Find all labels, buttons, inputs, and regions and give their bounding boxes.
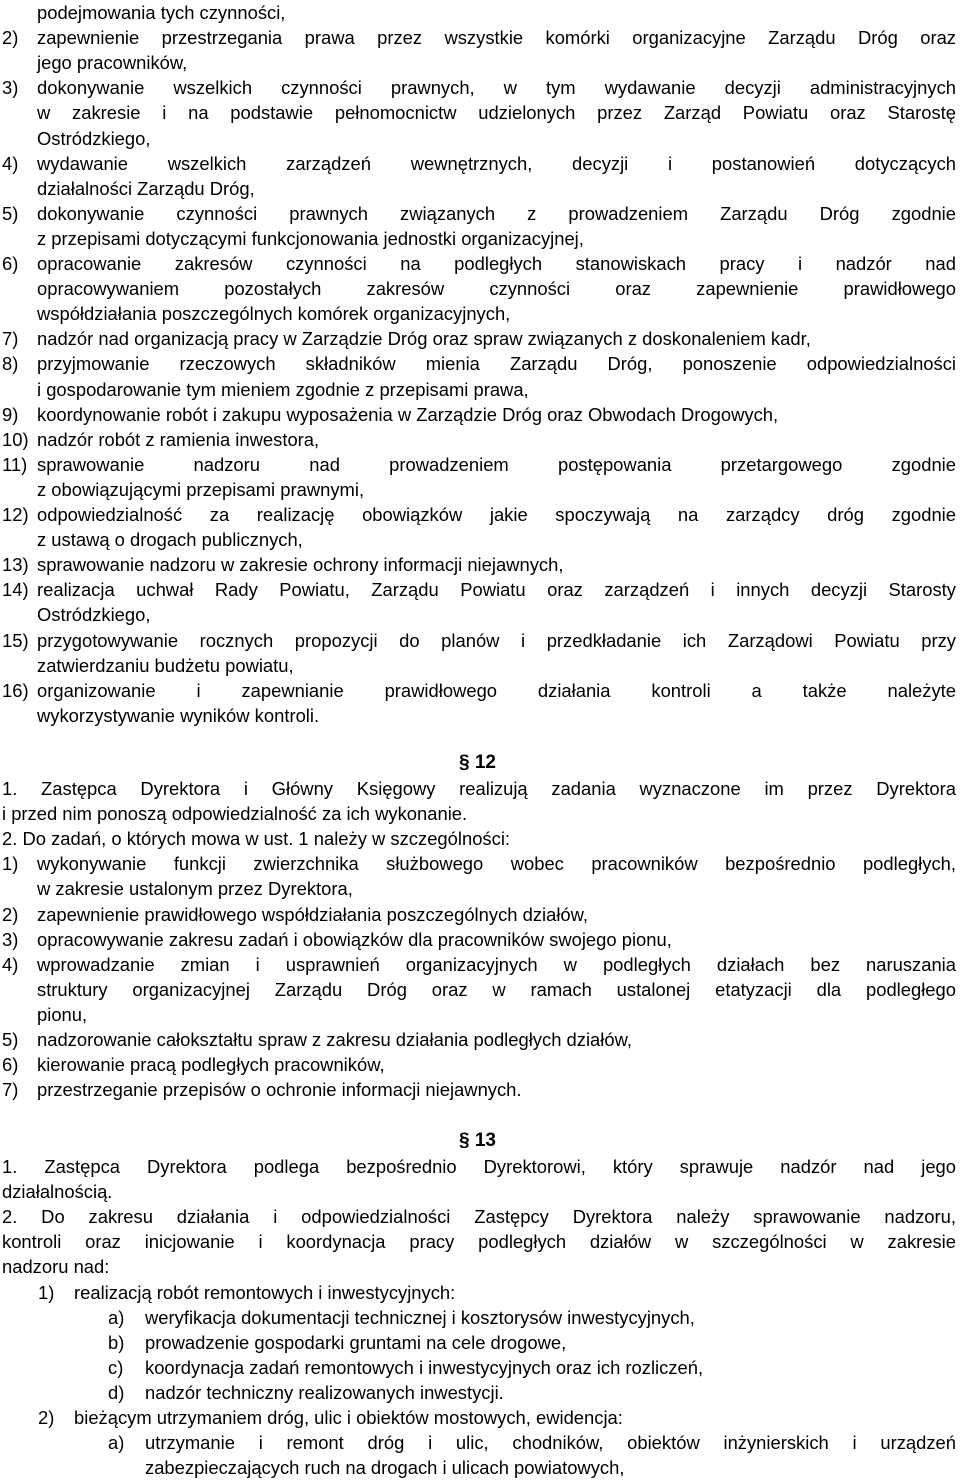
list-item-text: w zakresie ustalonym przez Dyrektora, [37, 878, 353, 900]
sublist-item-text: nadzór techniczny realizowanych inwestycji. [145, 1381, 504, 1403]
list-item-number: 11) [2, 453, 28, 475]
list-item-text: nadzór robót z ramienia inwestora, [37, 428, 320, 450]
paragraph-line: 1. Zastępca Dyrektora i Główny Księgowy realizują zadania wyznaczone im przez Dyrektora [2, 778, 956, 799]
sublist-item-letter: a) [108, 1306, 125, 1328]
list-item-text: sprawowanie nadzoru nad prowadzeniem postępowania przetargowego zgodnie [37, 453, 956, 475]
list-item-number: 4) [2, 152, 19, 174]
list-item-number: 15) [2, 629, 29, 651]
list-item-text: i gospodarowanie tym mieniem zgodnie z przepisami prawa, [37, 378, 529, 400]
list-item-number: 10) [2, 428, 29, 450]
list-item-text: realizacja uchwał Rady Powiatu, Zarządu Powiatu oraz zarządzeń i innych decyzji Starosty [37, 579, 956, 601]
sublist-item-text: prowadzenie gospodarki gruntami na cele drogowe, [145, 1331, 567, 1353]
list-item-text: podejmowania tych czynności, [37, 2, 286, 23]
list-item-text: wydawanie wszelkich zarządzeń wewnętrznych, decyzji i postanowień dotyczących [37, 152, 956, 174]
list-item-number: 2) [2, 27, 19, 49]
list-item-text: pionu, [37, 1003, 88, 1025]
sublist-item-text: utrzymanie i remont dróg i ulic, chodników, obiektów inżynierskich i urządzeń [145, 1432, 956, 1454]
list-item-number: 9) [2, 403, 19, 425]
list-item-text: wykorzystywanie wyników kontroli. [37, 704, 320, 726]
list-item-number: 7) [2, 328, 19, 350]
list-item-text: z ustawą o drogach publicznych, [37, 529, 303, 551]
list-item-number: 14) [2, 579, 29, 601]
list-item-number: 5) [2, 1029, 19, 1050]
sublist-item-text: weryfikacja dokumentacji technicznej i kosztorysów inwestycyjnych, [145, 1306, 695, 1328]
list-item-number: 12) [2, 504, 29, 525]
list-item-number: 3) [2, 928, 19, 950]
list-item-text: koordynowanie robót i zakupu wyposażenia w Zarządzie Dróg oraz Obwodach Drogowych, [37, 403, 779, 425]
list-item-text: Ostródzkiego, [37, 604, 151, 626]
sublist-item-text: koordynacja zadań remontowych i inwestycyjnych oraz ich rozliczeń, [145, 1356, 704, 1378]
list-item-text: zatwierdzaniu budżetu powiatu, [37, 654, 294, 676]
paragraph-line: i przed nim ponoszą odpowiedzialność za ich wykonanie. [2, 803, 468, 825]
list-item-text: kierowanie pracą podległych pracowników, [37, 1054, 385, 1076]
sublist-item-text: zabezpieczających ruch na drogach i ulicach powiatowych, [145, 1457, 625, 1479]
list-item-text: bieżącym utrzymaniem dróg, ulic i obiektów mostowych, ewidencja: [74, 1407, 623, 1428]
list-item-number: 7) [2, 1079, 19, 1101]
list-item-text: działalności Zarządu Dróg, [37, 177, 255, 199]
list-item-text: sprawowanie nadzoru w zakresie ochrony informacji niejawnych, [37, 554, 564, 576]
paragraph-line: 2. Do zakresu działania i odpowiedzialności Zastępcy Dyrektora należy sprawowanie nadzoru, [2, 1206, 956, 1228]
list-item-text: wprowadzanie zmian i usprawnień organizacyjnych w podległych działach bez naruszania [37, 953, 956, 975]
list-item-text: zapewnienie przestrzegania prawa przez wszystkie komórki organizacyjne Zarządu Dróg oraz [37, 27, 956, 49]
list-item-text: przyjmowanie rzeczowych składników mienia Zarządu Dróg, ponoszenie odpowiedzialności [37, 353, 956, 375]
list-item-text: nadzór nad organizacją pracy w Zarządzie Dróg oraz spraw związanych z doskonaleniem kadr, [37, 328, 811, 350]
sublist-item-letter: b) [108, 1331, 125, 1353]
list-item-number: 4) [2, 953, 19, 975]
list-item-number: 6) [2, 253, 19, 274]
list-item-text: odpowiedzialność za realizację obowiązków jakie spoczywają na zarządcy dróg zgodnie [37, 504, 956, 525]
paragraph-line: kontroli oraz inicjowanie i koordynacja pracy podległych działów w szczególności w zakresie [2, 1231, 956, 1253]
list-item-number: 16) [2, 679, 29, 701]
list-item-number: 6) [2, 1054, 19, 1076]
list-item-number: 2) [38, 1407, 55, 1428]
list-item-number: 13) [2, 554, 29, 576]
list-item-number: 2) [2, 903, 19, 925]
list-item-text: w zakresie i na podstawie pełnomocnictw udzielonych przez Zarząd Powiatu oraz Starostę [37, 102, 956, 124]
list-item-text: wykonywanie funkcji zwierzchnika służbowego wobec pracowników bezpośrednio podległych, [37, 853, 956, 875]
paragraph-line: nadzoru nad: [2, 1256, 110, 1278]
list-item-text: struktury organizacyjnej Zarządu Dróg oraz w ramach ustalonej etatyzacji dla podległego [37, 978, 956, 1000]
sublist-item-letter: d) [108, 1381, 125, 1403]
list-item-text: organizowanie i zapewnianie prawidłowego działania kontroli a także należyte [37, 679, 956, 701]
list-item-text: z przepisami dotyczącymi funkcjonowania jednostki organizacyjnej, [37, 227, 584, 249]
section-heading: § 12 [459, 752, 496, 773]
list-item-text: współdziałania poszczególnych komórek organizacyjnych, [37, 303, 511, 325]
list-item-text: jego pracowników, [37, 52, 188, 74]
list-item-number: 1) [38, 1281, 55, 1303]
list-item-text: opracowanie zakresów czynności na podległych stanowiskach pracy i nadzór nad [37, 253, 956, 274]
paragraph-line: działalnością. [2, 1181, 113, 1203]
list-item-text: opracowywanie zakresu zadań i obowiązków dla pracowników swojego pionu, [37, 928, 672, 950]
list-item-number: 5) [2, 202, 19, 224]
sublist-item-letter: a) [108, 1432, 125, 1454]
list-item-text: Ostródzkiego, [37, 127, 151, 149]
sublist-item-letter: c) [108, 1356, 124, 1378]
list-item-number: 1) [2, 853, 19, 875]
list-item-text: opracowywaniem pozostałych zakresów czynności oraz zapewnienie prawidłowego [37, 278, 956, 300]
list-item-text: z obowiązującymi przepisami prawnymi, [37, 478, 365, 500]
list-item-text: dokonywanie czynności prawnych związanych z prowadzeniem Zarządu Dróg zgodnie [37, 202, 956, 224]
paragraph-line: 2. Do zadań, o których mowa w ust. 1 należy w szczególności: [2, 828, 511, 850]
list-item-text: dokonywanie wszelkich czynności prawnych, w tym wydawanie decyzji administracyjnych [37, 77, 956, 99]
list-item-text: realizacją robót remontowych i inwestycyjnych: [74, 1281, 456, 1303]
section-heading: § 13 [459, 1130, 496, 1151]
list-item-text: nadzorowanie całokształtu spraw z zakresu działania podległych działów, [37, 1029, 632, 1050]
list-item-text: przygotowywanie rocznych propozycji do planów i przedkładanie ich Zarządowi Powiatu przy [37, 629, 956, 651]
list-item-number: 8) [2, 353, 19, 375]
list-item-number: 3) [2, 77, 19, 99]
list-item-text: przestrzeganie przepisów o ochronie informacji niejawnych. [37, 1079, 522, 1101]
list-item-text: zapewnienie prawidłowego współdziałania poszczególnych działów, [37, 903, 589, 925]
paragraph-line: 1. Zastępca Dyrektora podlega bezpośrednio Dyrektorowi, który sprawuje nadzór nad jego [2, 1156, 956, 1177]
